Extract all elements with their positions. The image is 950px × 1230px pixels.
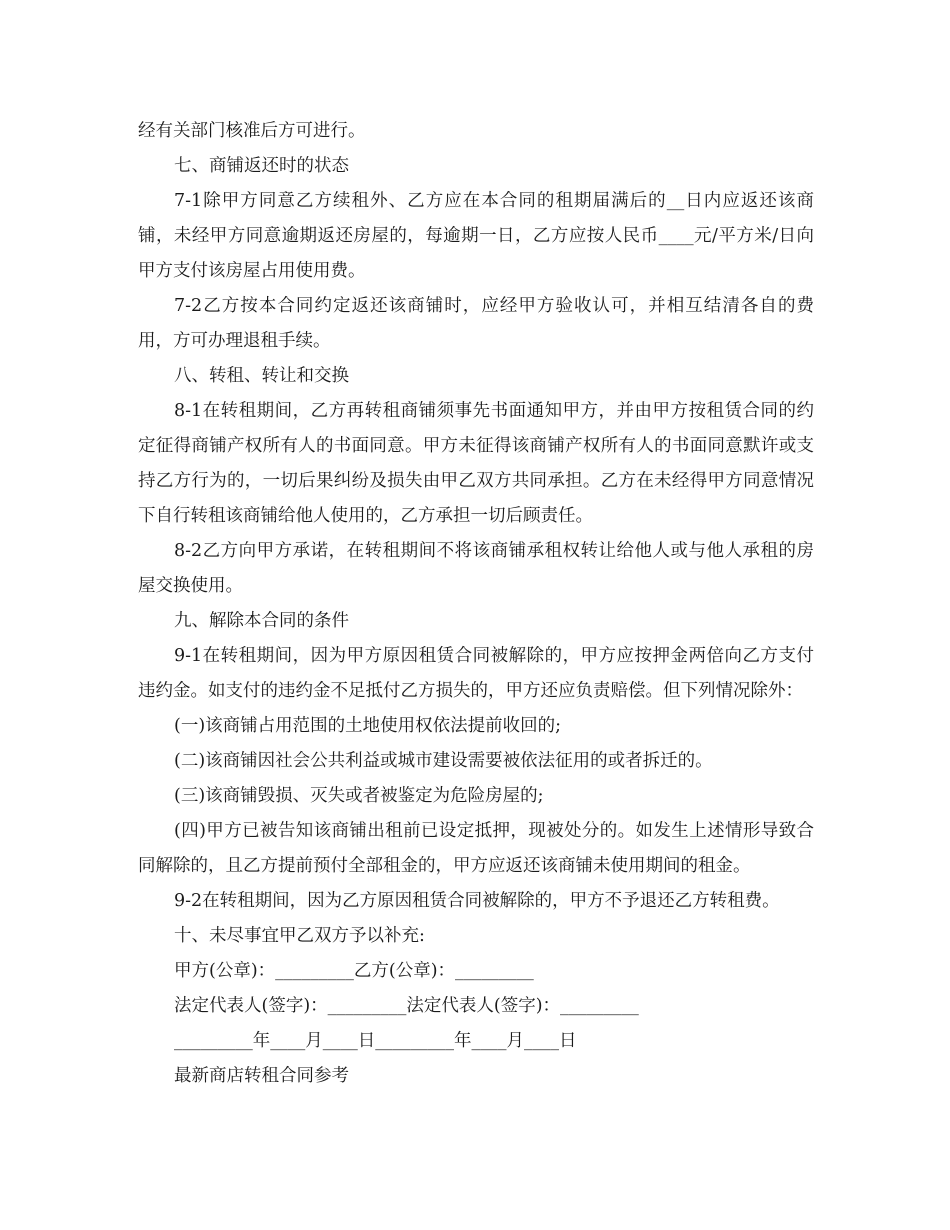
signature-party-seals: 甲方(公章)：_________乙方(公章)：_________ bbox=[174, 961, 534, 981]
exception-3: (三)该商铺毁损、灭失或者被鉴定为危险房屋的; bbox=[174, 786, 544, 806]
section-heading-9: 九、解除本合同的条件 bbox=[174, 611, 349, 631]
exception-2: (二)该商铺因社会公共利益或城市建设需要被依法征用的或者拆迁的。 bbox=[174, 751, 713, 771]
clause-9-2: 9-2在转租期间，因为乙方原因租赁合同被解除的，甲方不予退还乙方转租费。 bbox=[174, 891, 780, 911]
clause-9-1: 9-1在转租期间，因为甲方原因租赁合同被解除的，甲方应按押金两倍向乙方支付违约金。如支付的违约金不足抵付乙方损失的，甲方还应负责赔偿。但下列情况除外： bbox=[138, 646, 814, 701]
section-heading-10: 十、未尽事宜甲乙双方予以补充: bbox=[174, 926, 425, 946]
clause-8-1: 8-1在转租期间，乙方再转租商铺须事先书面通知甲方，并由甲方按租赁合同的约定征得商铺产权所有人的书面同意。甲方未征得该商铺产权所有人的书面同意默许或支持乙方行为的，一切后果纠纷及损失由甲乙双方共同承担。乙方在未经得甲方同意情况下自行转租该商铺给他人使用的，乙方承担一切后顾责任。 bbox=[138, 401, 814, 526]
clause-8-2: 8-2乙方向甲方承诺，在转租期间不将该商铺承租权转让给他人或与他人承租的房屋交换使用。 bbox=[138, 541, 814, 596]
section-heading-8: 八、转租、转让和交换 bbox=[174, 366, 349, 386]
signature-legal-representatives: 法定代表人(签字)：_________法定代表人(签字)：_________ bbox=[174, 996, 639, 1016]
exception-4: (四)甲方已被告知该商铺出租前已设定抵押，现被处分的。如发生上述情形导致合同解除的，且乙方提前预付全部租金的，甲方应返还该商铺未使用期间的租金。 bbox=[138, 821, 814, 876]
exception-1: (一)该商铺占用范围的土地使用权依法提前收回的; bbox=[174, 716, 562, 736]
paragraph-continuation: 经有关部门核准后方可进行。 bbox=[138, 121, 366, 141]
document-body bbox=[138, 114, 814, 1094]
clause-7-2: 7-2乙方按本合同约定返还该商铺时，应经甲方验收认可，并相互结清各自的费用，方可办理退租手续。 bbox=[138, 296, 814, 351]
signature-dates: _________年____月____日_________年____月____日 bbox=[174, 1031, 577, 1051]
document-footer-title: 最新商店转租合同参考 bbox=[174, 1066, 349, 1086]
section-heading-7: 七、商铺返还时的状态 bbox=[174, 156, 349, 176]
clause-7-1: 7-1除甲方同意乙方续租外、乙方应在本合同的租期届满后的__日内应返还该商铺，未经甲方同意逾期返还房屋的，每逾期一日，乙方应按人民币____元/平方米/日向甲方支付该房屋占用使用费。 bbox=[138, 191, 814, 281]
